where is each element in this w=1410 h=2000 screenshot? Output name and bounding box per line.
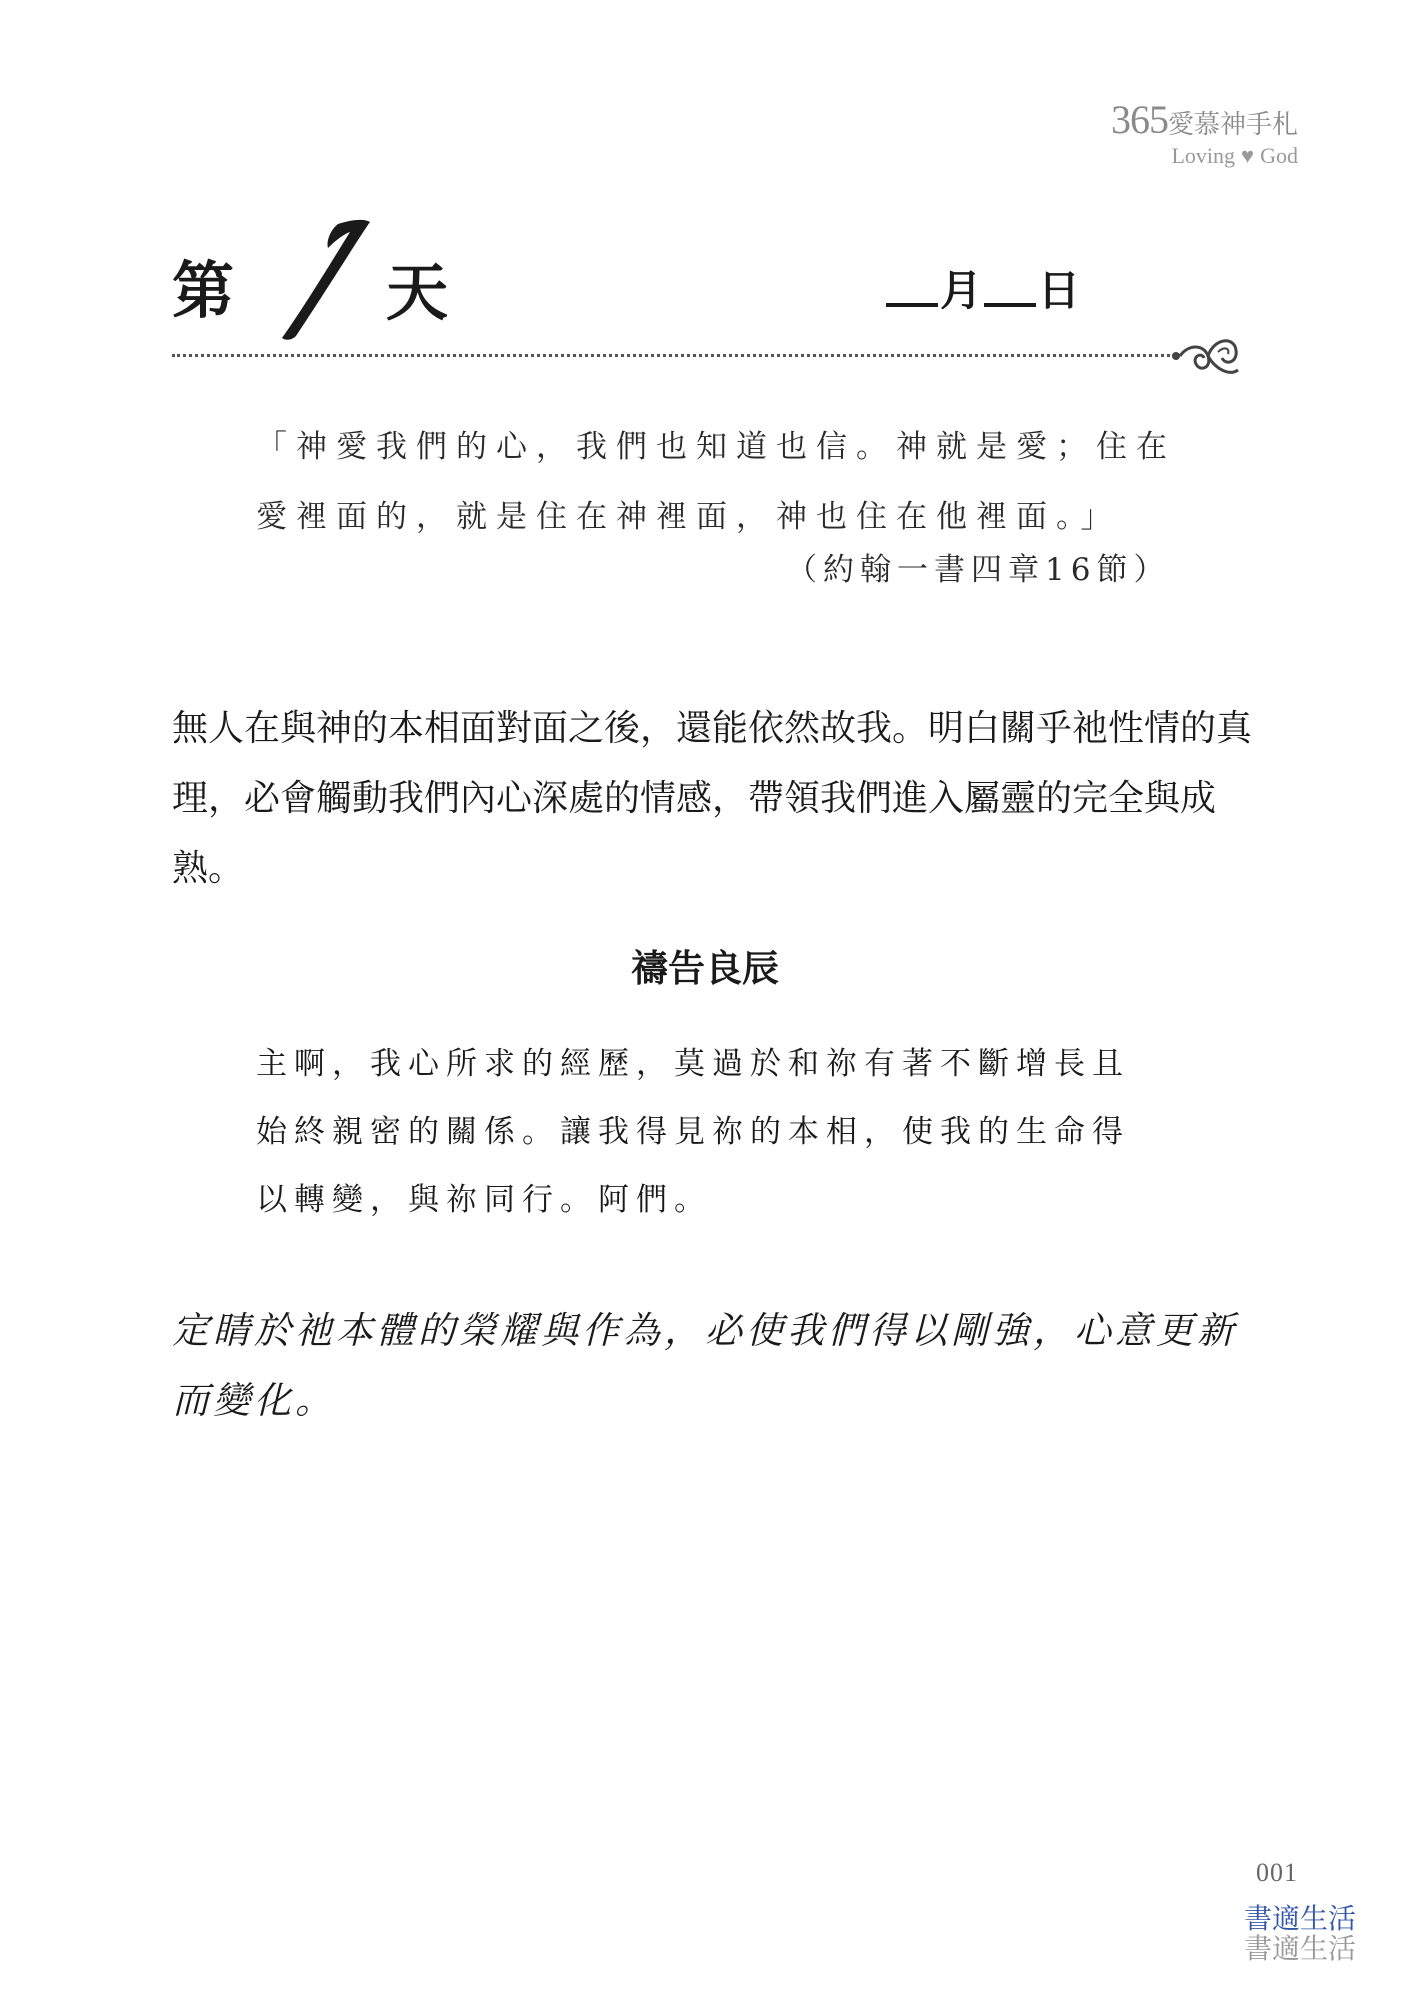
book-title-text: 愛慕神手札 — [1167, 110, 1298, 140]
month-blank[interactable] — [886, 273, 938, 307]
running-head — [1110, 97, 1298, 171]
day-heading — [172, 218, 1252, 348]
prayer-line: 始終親密的關係。讓我得見祢的本相，使我的生命得 — [256, 1114, 1130, 1150]
subtitle-god: God — [1260, 143, 1298, 168]
publisher-watermark — [1244, 1904, 1356, 1964]
subtitle-loving: Loving — [1171, 143, 1236, 168]
day-number-text: 1 — [268, 218, 269, 219]
prayer-text — [256, 1030, 1156, 1234]
book-title-number: 365 — [1110, 97, 1168, 142]
book-subtitle — [1171, 143, 1298, 168]
book-title — [1110, 97, 1298, 142]
scripture-verse — [256, 412, 1176, 552]
day-suffix: 天 — [386, 256, 449, 329]
month-label: 月 — [940, 266, 983, 315]
watermark-line: 書適生活 — [1243, 1902, 1356, 1935]
flourish-ornament-icon — [1170, 330, 1242, 380]
page-number: 001 — [1256, 1858, 1298, 1887]
day-prefix: 第 — [172, 254, 235, 327]
day-blank[interactable] — [984, 273, 1036, 307]
prayer-line: 以轉變，與祢同行。阿們。 — [256, 1182, 712, 1218]
verse-line: 愛裡面的，就是住在神裡面，神也住在他裡面。」 — [256, 499, 1121, 535]
prayer-line: 主啊，我心所求的經歷，莫過於和祢有著不斷增長且 — [256, 1046, 1130, 1082]
verse-reference: （約翰一書四章16節） — [786, 552, 1171, 588]
date-fill-in[interactable] — [884, 268, 1080, 314]
prayer-heading: 禱告良辰 — [631, 947, 779, 990]
devotional-paragraph: 無人在與神的本相面對面之後，還能依然故我。明白關乎祂性情的真理，必會觸動我們內心深處的情感，帶領我們進入屬靈的完全與成熟。 — [172, 708, 1253, 889]
dotted-divider — [172, 354, 1170, 357]
closing-paragraph: 定睛於祂本體的榮耀與作為，必使我們得以剛強，心意更新而變化。 — [172, 1309, 1238, 1422]
day-number — [268, 218, 380, 342]
heart-icon: ♥ — [1241, 143, 1255, 168]
verse-line: 「神愛我們的心，我們也知道也信。神就是愛；住在 — [256, 429, 1176, 465]
watermark-line: 書適生活 — [1243, 1932, 1356, 1965]
day-label: 日 — [1038, 266, 1081, 315]
